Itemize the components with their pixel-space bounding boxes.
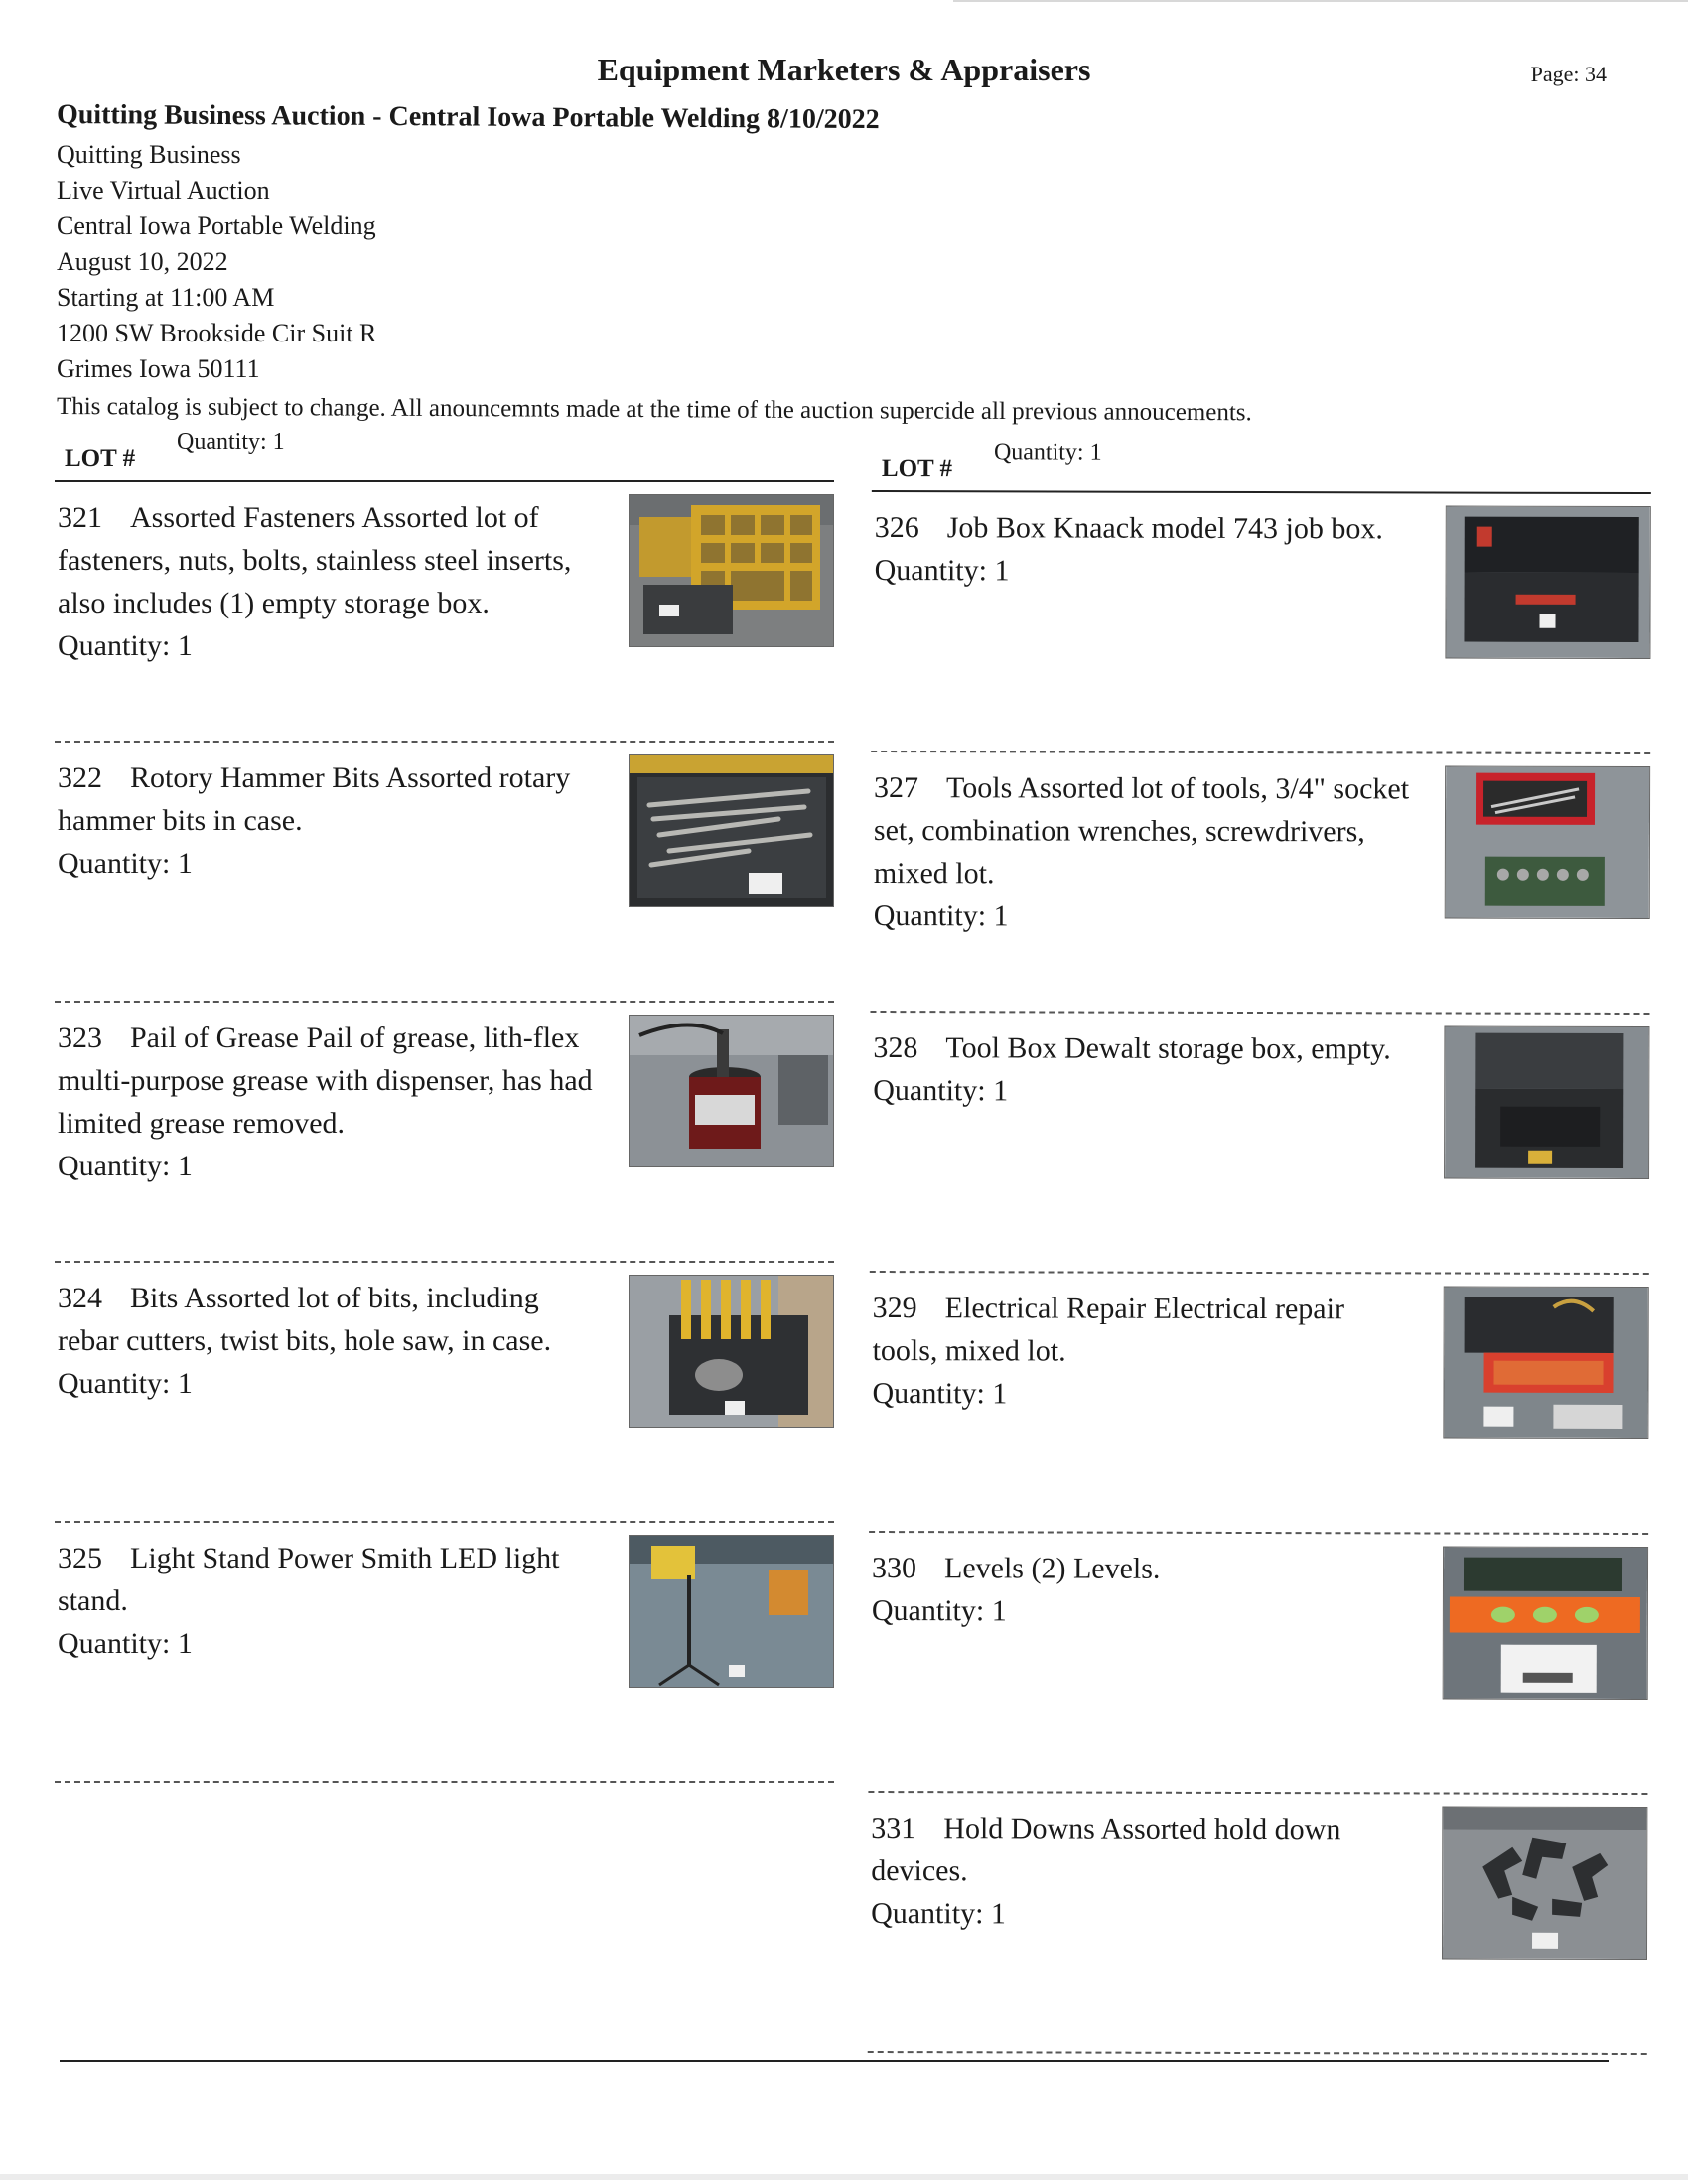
lot-title: Tool Box <box>945 1031 1057 1065</box>
info-line-sale-type: Quitting Business <box>57 140 241 169</box>
info-line-date: August 10, 2022 <box>57 247 228 276</box>
job-box-photo <box>1445 506 1650 660</box>
hold-downs-photo <box>1442 1807 1647 1961</box>
info-line-start-time: Starting at 11:00 AM <box>57 283 275 312</box>
lot-quantity: Quantity: 1 <box>58 1150 193 1182</box>
lot-quantity: Quantity: 1 <box>871 1594 1007 1628</box>
lot-description: Pail of grease, lith-flex multi-purpose grease with dispenser, has had limited grease removed. <box>58 1022 593 1140</box>
lot-column-left <box>55 427 834 1783</box>
scan-edge-top <box>953 0 1688 2</box>
lot-item <box>55 1003 834 1263</box>
page-title: Equipment Marketers & Appraisers <box>597 52 1091 87</box>
info-line-street: 1200 SW Brookside Cir Suit R <box>57 319 377 347</box>
lot-number: 321 <box>58 501 102 534</box>
lot-number: 328 <box>873 1031 918 1065</box>
lot-number-header: LOT # <box>65 445 136 472</box>
lot-item <box>871 492 1651 754</box>
lot-quantity: Quantity: 1 <box>872 1377 1008 1411</box>
tools-box-photo <box>1445 766 1650 920</box>
lot-item <box>55 482 834 743</box>
lot-quantity: Quantity: 1 <box>873 1074 1009 1108</box>
lot-text <box>871 1807 1407 1936</box>
lot-number: 326 <box>874 511 919 545</box>
lot-text <box>875 506 1411 593</box>
lot-text <box>58 1537 594 1665</box>
lot-title: Bits <box>130 1282 179 1314</box>
lot-text <box>873 1026 1409 1113</box>
lot-number: 325 <box>58 1542 102 1574</box>
lot-title: Tools <box>946 771 1013 805</box>
quantity-header: Quantity: 1 <box>993 439 1102 466</box>
column-header <box>872 437 1651 494</box>
lot-description: Electrical repair tools, mixed lot. <box>872 1292 1345 1368</box>
lot-description: Assorted lot of tools, 3/4" socket set, combination wrenches, screwdrivers, mixed lot. <box>873 771 1410 890</box>
lot-text <box>58 1277 594 1405</box>
lot-item <box>55 1523 834 1783</box>
lot-text <box>58 756 594 885</box>
lot-text <box>58 1017 594 1187</box>
lot-description: Assorted lot of bits, including rebar cutters, twist bits, hole saw, in case. <box>58 1282 552 1357</box>
lot-description: Power Smith LED light stand. <box>58 1542 560 1617</box>
scan-edge-bottom <box>0 2174 1688 2180</box>
lot-title: Hold Downs <box>943 1812 1095 1845</box>
lot-quantity: Quantity: 1 <box>871 1897 1006 1931</box>
lot-item <box>55 1263 834 1523</box>
lot-number: 327 <box>874 771 919 805</box>
lot-quantity: Quantity: 1 <box>874 554 1010 588</box>
lot-item <box>870 752 1650 1015</box>
lot-item <box>869 1273 1649 1535</box>
quantity-header: Quantity: 1 <box>177 429 285 455</box>
info-line-seller: Central Iowa Portable Welding <box>57 211 376 240</box>
lot-number: 329 <box>872 1292 917 1325</box>
page-number: Page: 34 <box>1530 62 1607 86</box>
lot-quantity: Quantity: 1 <box>873 899 1009 933</box>
lot-quantity: Quantity: 1 <box>58 1627 193 1660</box>
lot-item <box>868 1793 1648 2055</box>
lot-title: Pail of Grease <box>130 1022 299 1054</box>
grease-pail-photo <box>629 1015 834 1167</box>
catalog-notice: This catalog is subject to change. All anouncemnts made at the time of the auction supercide all previous annoucements. <box>56 393 1252 427</box>
lot-number: 322 <box>58 761 102 794</box>
lot-description: Assorted hold down devices. <box>871 1812 1341 1888</box>
levels-photo <box>1443 1547 1648 1701</box>
electrical-tools-photo <box>1443 1287 1648 1440</box>
lot-column-right <box>868 437 1651 2055</box>
column-header <box>55 427 834 482</box>
lot-title: Electrical Repair <box>944 1292 1147 1325</box>
lot-quantity: Quantity: 1 <box>58 847 193 880</box>
auction-info <box>57 137 376 387</box>
bits-case-photo <box>629 1275 834 1428</box>
lot-description: Assorted lot of fasteners, nuts, bolts, stainless steel inserts, also includes (1) empty storage box. <box>58 501 572 619</box>
lot-title: Assorted Fasteners <box>130 501 356 534</box>
info-line-format: Live Virtual Auction <box>57 176 270 205</box>
lot-item <box>868 1533 1648 1795</box>
lot-title: Job Box <box>946 511 1046 545</box>
lot-title: Rotory Hammer Bits <box>130 761 380 794</box>
lot-description: (2) Levels. <box>1031 1552 1161 1585</box>
lot-title: Levels <box>943 1552 1025 1585</box>
lot-quantity: Quantity: 1 <box>58 629 193 662</box>
lot-number-header: LOT # <box>881 455 953 482</box>
lot-title: Light Stand <box>130 1542 270 1574</box>
lot-text <box>872 1547 1408 1633</box>
lot-description: Assorted rotary hammer bits in case. <box>58 761 571 837</box>
lot-text <box>58 496 594 667</box>
lot-number: 323 <box>58 1022 102 1054</box>
fasteners-organizer-photo <box>629 494 834 647</box>
lot-description: Dewalt storage box, empty. <box>1063 1031 1391 1066</box>
auction-subtitle: Quitting Business Auction - Central Iowa Portable Welding 8/10/2022 <box>56 99 880 136</box>
lot-number: 331 <box>871 1812 916 1845</box>
lot-quantity: Quantity: 1 <box>58 1367 193 1400</box>
lot-text <box>872 1287 1408 1416</box>
tool-box-photo <box>1444 1026 1649 1180</box>
lot-item <box>870 1013 1650 1275</box>
lot-number: 330 <box>871 1552 917 1585</box>
hammer-bits-case-photo <box>629 754 834 907</box>
lot-number: 324 <box>58 1282 102 1314</box>
info-line-city: Grimes Iowa 50111 <box>57 354 260 383</box>
footer-rule <box>60 2060 1609 2062</box>
lot-description: Knaack model 743 job box. <box>1053 511 1383 546</box>
lot-text <box>874 766 1410 938</box>
lot-item <box>55 743 834 1003</box>
light-stand-photo <box>629 1535 834 1688</box>
